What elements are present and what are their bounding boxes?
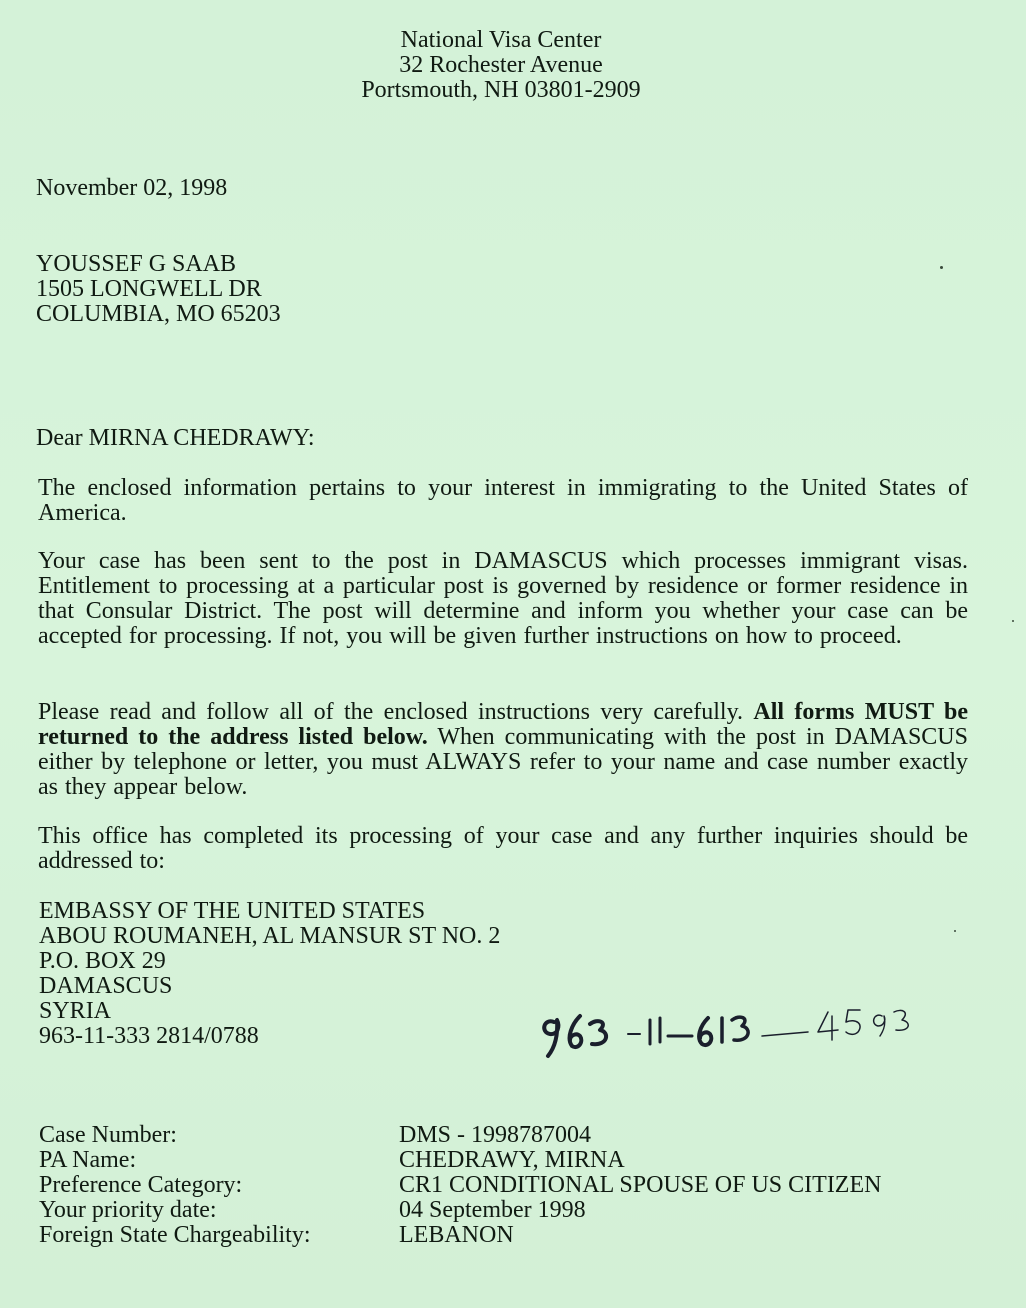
instructions-text: Please read and follow all of the enclosed instructions very carefully. (38, 699, 744, 725)
chargeability-value: LEBANON (399, 1222, 514, 1248)
embassy-line-4: DAMASCUS (39, 973, 173, 999)
priority-date-label: Your priority date: (39, 1197, 217, 1223)
salutation: Dear MIRNA CHEDRAWY: (36, 425, 315, 451)
embassy-line-2: ABOU ROUMANEH, AL MANSUR ST NO. 2 (39, 923, 501, 949)
preference-value: CR1 CONDITIONAL SPOUSE OF US CITIZEN (399, 1172, 882, 1198)
pa-name-label: PA Name: (39, 1147, 137, 1173)
embassy-line-5: SYRIA (39, 998, 112, 1024)
sender-street: 32 Rochester Avenue (399, 52, 603, 78)
recipient-address (36, 252, 281, 327)
case-number-value: DMS - 1998787004 (399, 1122, 592, 1148)
paragraph-instructions (38, 700, 968, 800)
paragraph-interest: The enclosed information pertains to your interest in immigrating to the United States of America. (38, 475, 968, 526)
sender-name: National Visa Center (400, 27, 602, 53)
embassy-address (39, 899, 500, 1049)
recipient-city: COLUMBIA, MO 65203 (36, 301, 281, 327)
paragraph-inquiries: This office has completed its processing of your case and any further inquiries should be addressed to: (38, 823, 968, 874)
sender-address (0, 28, 1002, 103)
recipient-street: 1505 LONGWELL DR (36, 276, 262, 302)
preference-label: Preference Category: (39, 1172, 243, 1198)
instructions-text-end: When communicating with the post in DAMASCUS either by telephone or letter, you must ALWAYS refer to your name and case number exactly as they appear below. (38, 724, 968, 800)
handwritten-phone-note (536, 990, 926, 1070)
instructions-bold-text: All forms MUST be returned to the address listed below. (38, 699, 969, 750)
case-number-label: Case Number: (39, 1122, 177, 1148)
embassy-line-3: P.O. BOX 29 (39, 948, 166, 974)
paper-speck (954, 930, 956, 932)
pa-name-value: CHEDRAWY, MIRNA (399, 1147, 625, 1173)
chargeability-label: Foreign State Chargeability: (39, 1222, 311, 1248)
recipient-name: YOUSSEF G SAAB (36, 251, 237, 277)
sender-city: Portsmouth, NH 03801-2909 (361, 77, 641, 103)
embassy-line-1: EMBASSY OF THE UNITED STATES (39, 898, 426, 924)
embassy-phone: 963-11-333 2814/0788 (39, 1023, 259, 1049)
priority-date-value: 04 September 1998 (399, 1197, 586, 1223)
letter-date: November 02, 1998 (36, 175, 228, 201)
paper-speck (1012, 620, 1014, 622)
paper-speck (940, 266, 943, 269)
paragraph-case-sent: Your case has been sent to the post in DAMASCUS which processes immigrant visas. Entitlement to processing at a particular post is governed by residence or former residence in that Consular District. The post will determine and inform you whether your case can be accepted for processing. If not, you will be given further instructions on how to proceed. (38, 548, 968, 649)
